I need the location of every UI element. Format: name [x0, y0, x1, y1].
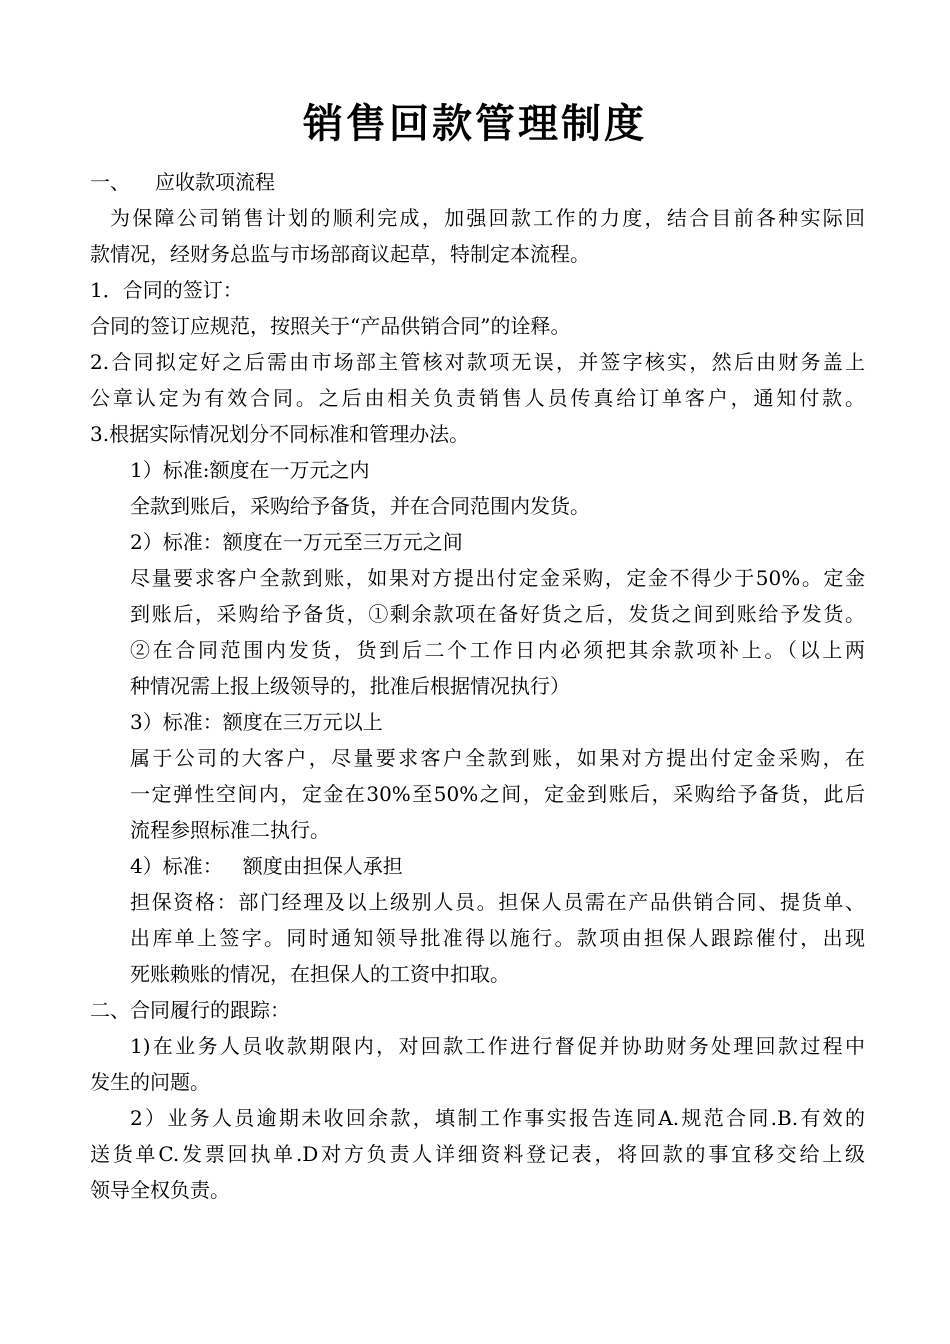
section1-heading — [90, 164, 865, 200]
standard-2-label: 2）标准：额度在一万元至三万元之间 — [130, 530, 463, 554]
section1-intro-line: 款情况，经财务总监与市场部商议起草，特制定本流程。 — [90, 242, 590, 266]
standard-2-text: 种情况需上报上级领导的，批准后根据情况执行） — [130, 674, 570, 698]
item2-line: 2.合同拟定好之后需由市场部主管核对款项无误，并签字核实，然后由财务盖上 — [90, 350, 865, 374]
document-body — [90, 164, 865, 1208]
standard-1-label: 1）标准:额度在一万元之内 — [130, 458, 370, 482]
standard-4-label-rest: 额度由担保人承担 — [242, 854, 403, 878]
standard-4-text: 担保资格：部门经理及以上级别人员。担保人员需在产品供销合同、提货单、 — [130, 890, 865, 914]
section1-number: 一、 — [90, 170, 130, 194]
standard-2-text: ②在合同范围内发货，货到后二个工作日内必须把其余款项补上。（以上两 — [130, 638, 865, 662]
section2-paragraph-line: 领导全权负责。 — [90, 1178, 230, 1202]
standard-2-text: 尽量要求客户全款到账，如果对方提出付定金采购，定金不得少于50%。定金 — [130, 566, 865, 590]
standard-3-label: 3）标准：额度在三万元以上 — [130, 710, 383, 734]
standard-4-label — [90, 848, 865, 884]
standard-3-text: 流程参照标准二执行。 — [130, 818, 330, 842]
standard-4-text: 死账赖账的情况，在担保人的工资中扣取。 — [130, 962, 510, 986]
standard-3-text: 一定弹性空间内，定金在30%至50%之间，定金到账后，采购给予备货，此后 — [130, 782, 865, 806]
item3-heading: 3.根据实际情况划分不同标准和管理办法。 — [90, 422, 470, 446]
standard-2-text: 到账后，采购给予备货，①剩余款项在备好货之后，发货之间到账给予发货。 — [130, 602, 865, 626]
item1-heading: 1．合同的签订： — [90, 278, 243, 302]
section2-paragraph-line: 送货单C.发票回执单.D对方负责人详细资料登记表，将回款的事宜移交给上级 — [90, 1142, 865, 1166]
standard-1-text: 全款到账后，采购给予备货，并在合同范围内发货。 — [130, 494, 590, 518]
section2-heading: 二、合同履行的跟踪： — [90, 998, 290, 1022]
item1-text: 合同的签订应规范，按照关于“产品供销合同”的诠释。 — [90, 314, 571, 338]
item2-line: 公章认定为有效合同。之后由相关负责销售人员传真给订单客户，通知付款。 — [90, 386, 865, 410]
section2-paragraph-line: 发生的问题。 — [90, 1070, 210, 1094]
standard-3-text: 属于公司的大客户，尽量要求客户全款到账，如果对方提出付定金采购，在 — [130, 746, 865, 770]
section2-paragraph-line: 1)在业务人员收款期限内，对回款工作进行督促并协助财务处理回款过程中 — [130, 1034, 865, 1058]
section1-title: 应收款项流程 — [155, 170, 275, 194]
standard-4-label-prefix: 4）标准： — [130, 854, 223, 878]
section1-intro-line: 为保障公司销售计划的顺利完成，加强回款工作的力度，结合目前各种实际回 — [110, 206, 865, 230]
document-title: 销售回款管理制度 — [303, 100, 647, 147]
section2-paragraph-line: 2）业务人员逾期未收回余款，填制工作事实报告连同A.规范合同.B.有效的 — [130, 1106, 865, 1130]
standard-4-text: 出库单上签字。同时通知领导批准得以施行。款项由担保人跟踪催付，出现 — [130, 926, 865, 950]
